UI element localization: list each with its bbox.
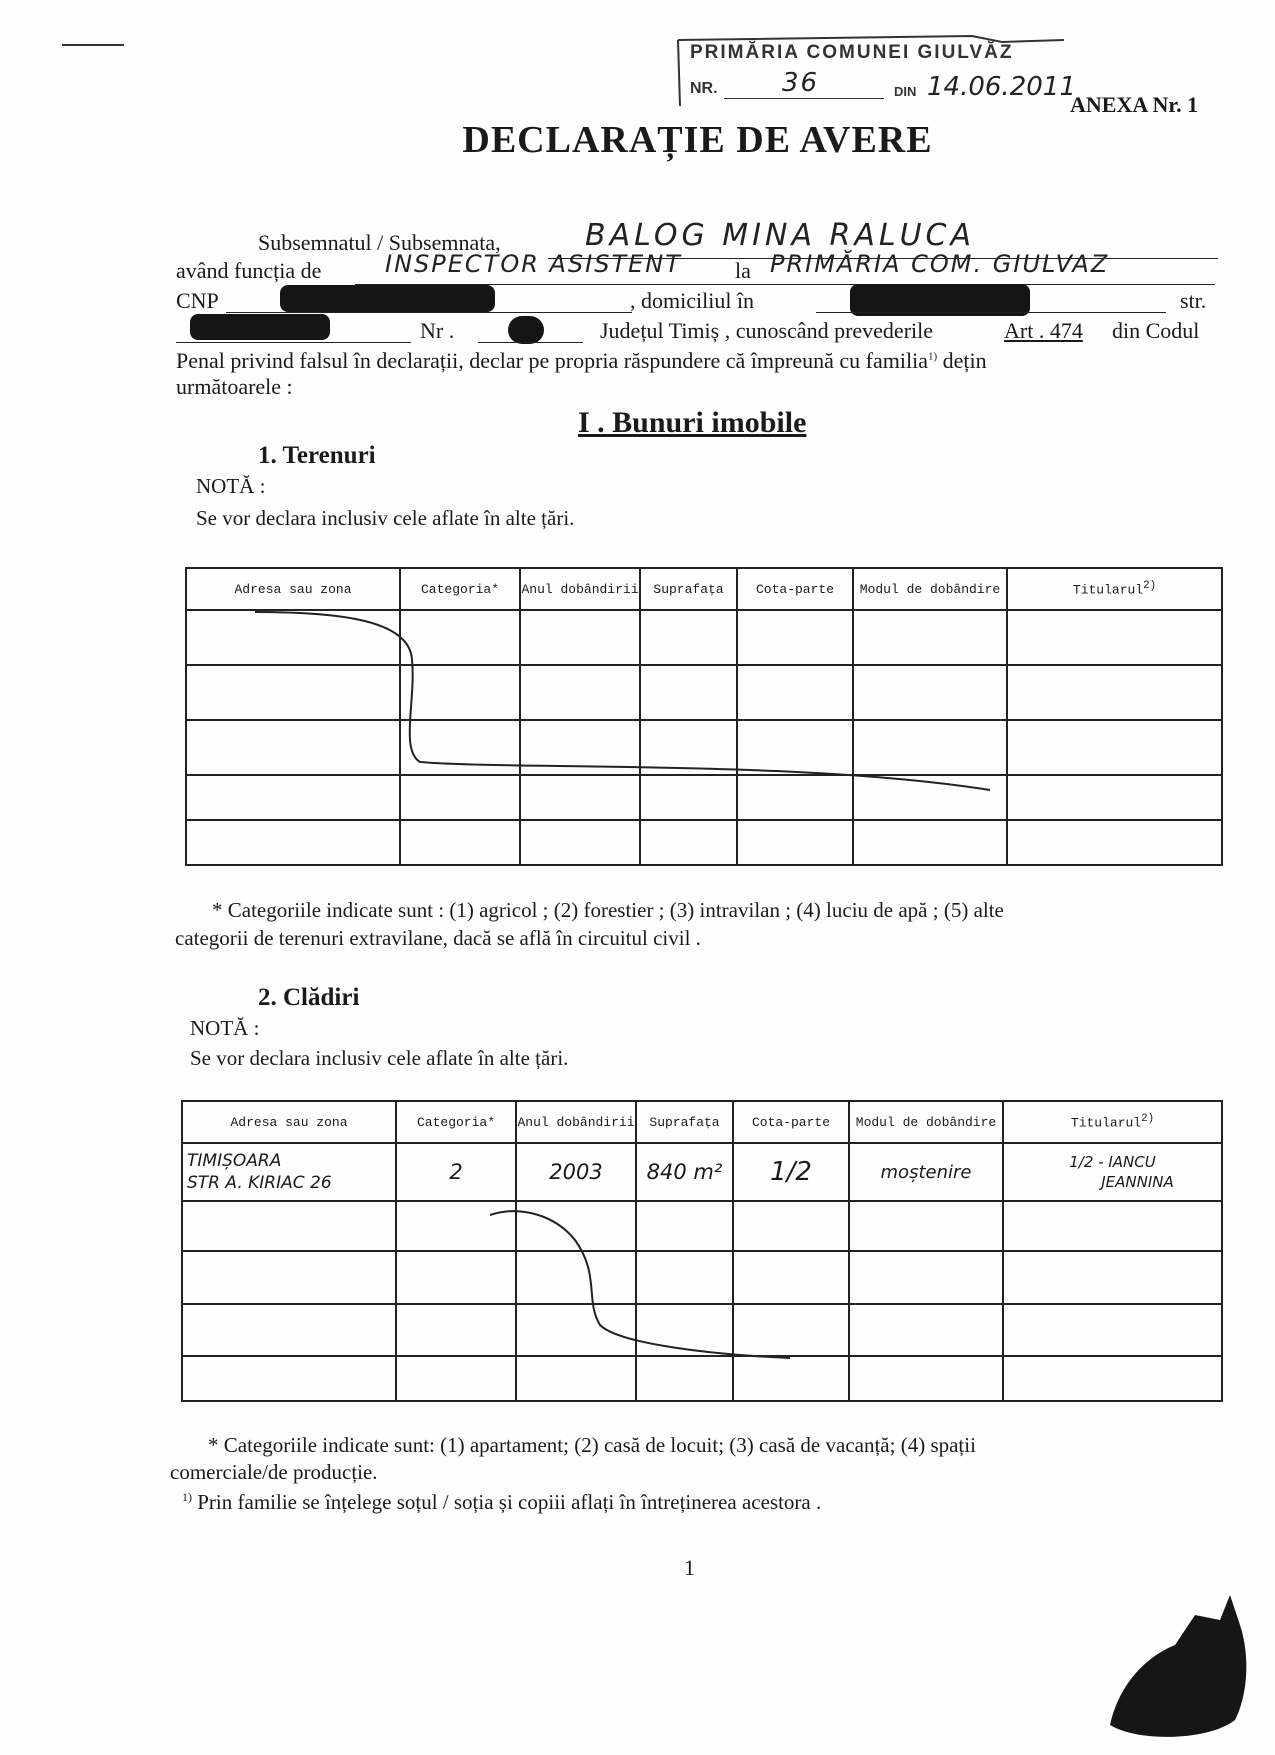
terenuri-nota: NOTĂ : [196,474,266,498]
cnp-label: CNP [176,288,219,313]
terenuri-note: Se vor declara inclusiv cele aflate în alte țări. [196,506,575,530]
section-title-imobile: I . Bunuri imobile [578,406,807,439]
din-codul-text: din Codul [1112,318,1200,343]
header-cota: Cota-parte [733,1101,849,1143]
cell-categoria: 2 [396,1143,516,1201]
header-titular-label: Titularul [1070,1115,1142,1131]
footnote-ref: 1) [927,350,938,363]
cladiri-nota: NOTĂ : [190,1016,260,1040]
str-label: str. [1180,288,1207,313]
domiciliul-label: , domiciliul în [630,288,755,313]
header-anul: Anul dobândirii [516,1101,636,1143]
header-suprafata: Suprafața [640,568,737,610]
anexa-label: ANEXA Nr. 1 [1070,92,1199,117]
judet-text: Județul Timiș , cunoscând prevederile [600,318,934,343]
cell-cota: 1/2 [733,1143,849,1201]
page-title: DECLARAȚIE DE AVERE [462,119,933,161]
header-suprafata: Suprafața [636,1101,733,1143]
titular-line-2: JEANNINA [1101,1173,1174,1191]
titular-line-1: 1/2 - IANCU [1069,1153,1156,1171]
terenuri-footnote-1: * Categoriile indicate sunt : (1) agricol ; (2) forestier ; (3) intravilan ; (4) luciu de apă ; (5) alte [212,898,1004,922]
subsemnatul-label: Subsemnatul / Subsemnata, [258,230,501,255]
la-label: la [735,258,751,283]
cell-suprafata: 840 m² [636,1143,733,1201]
stamp-nr-label: NR. [690,80,718,97]
stamp-nr-value: 36 [782,68,820,98]
cell-anul: 2003 [516,1143,636,1201]
header-categoria: Categoria* [400,568,520,610]
functia-label: având funcția de [176,258,322,283]
cladiri-note: Se vor declara inclusiv cele aflate în alte țări. [190,1046,569,1070]
terenuri-footnote-2: categorii de terenuri extravilane, dacă se află în circuitul civil . [175,926,701,950]
adresa-line-2: STR A. KIRIAC 26 [187,1173,332,1193]
stamp-institution: PRIMĂRIA COMUNEI GIULVĂZ [690,42,1014,63]
terenuri-title: 1. Terenuri [258,442,376,469]
header-anul: Anul dobândirii [520,568,640,610]
art-text: Art . 474 [1004,318,1083,343]
header-adresa: Adresa sau zona [186,568,400,610]
header-adresa: Adresa sau zona [182,1101,396,1143]
urmatoarele-text: următoarele : [176,374,293,399]
family-note [182,1490,821,1515]
header-modul: Modul de dobândire [849,1101,1003,1143]
header-modul: Modul de dobândire [853,568,1007,610]
cladiri-footnote-2: comerciale/de producție. [170,1460,378,1484]
declarant-institution: PRIMĂRIA COM. GIULVAZ [770,250,1110,278]
adresa-line-1: TIMIȘOARA [187,1151,282,1171]
header-titular-sup: 2) [1141,1113,1155,1126]
stamp-date-value: 14.06.2011 [927,72,1076,102]
header-cota: Cota-parte [737,568,853,610]
declarant-function: INSPECTOR ASISTENT [385,250,682,278]
cladiri-title: 2. Clădiri [258,984,360,1011]
family-note-text: Prin familie se înțelege soțul / soția și copiii aflați în întreținerea acestora . [197,1490,822,1514]
header-titular-label: Titularul [1072,582,1144,598]
cell-modul: moștenire [849,1143,1003,1201]
header-titular-sup: 2) [1143,580,1157,593]
ink-blot [1100,1585,1250,1745]
page-number: 1 [684,1555,695,1580]
declaration-text: Penal privind falsul în declarații, declar pe propria răspundere că împreună cu familia [176,348,928,373]
stamp-din-label: DIN [894,84,917,99]
nr-label: Nr . [420,318,455,343]
family-note-sup: 1) [182,1490,192,1504]
declarant-name: BALOG MINA RALUCA [585,218,976,253]
header-categoria: Categoria* [396,1101,516,1143]
cladiri-footnote-1: * Categoriile indicate sunt: (1) apartament; (2) casă de locuit; (3) casă de vacanță; (4) spații [208,1433,976,1457]
detin-text: dețin [942,348,987,373]
